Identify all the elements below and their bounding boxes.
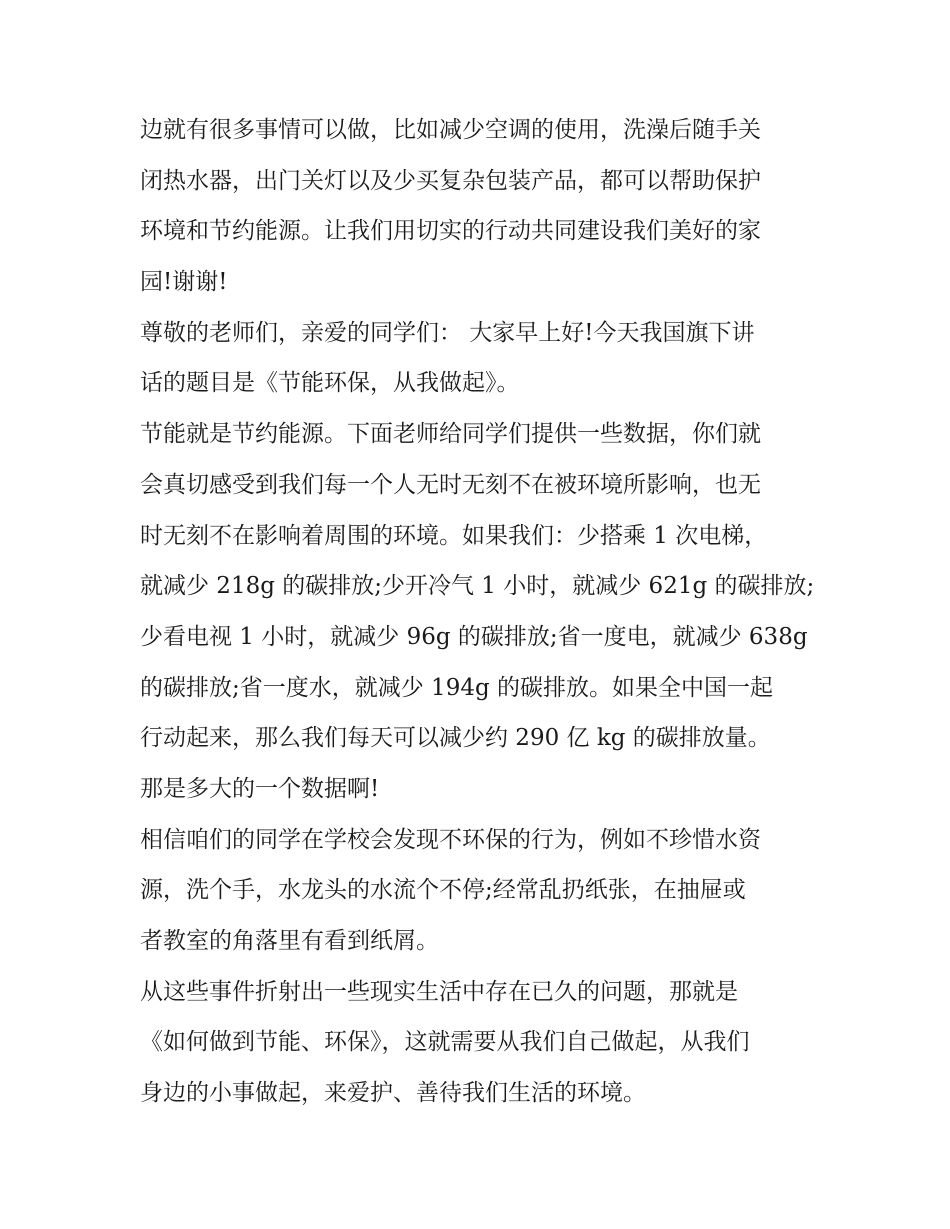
text-line: 那是多大的一个数据啊! xyxy=(140,775,380,802)
text-line: 少看电视 1 小时，就减少 96g 的碳排放;省一度电，就减少 638g xyxy=(140,623,808,650)
text-line: 园!谢谢! xyxy=(140,269,228,296)
text-line: 源，洗个手，水龙头的水流个不停;经常乱扔纸张，在抽屉或 xyxy=(140,877,746,904)
text-line: 时无刻不在影响着周围的环境。如果我们：少搭乘 1 次电梯， xyxy=(140,522,768,549)
text-line: 就减少 218g 的碳排放;少开冷气 1 小时，就减少 621g 的碳排放; xyxy=(140,573,815,600)
text-line: 《如何做到节能、环保》，这就需要从我们自己做起，从我们 xyxy=(140,1029,750,1056)
text-line: 边就有很多事情可以做，比如减少空调的使用，洗澡后随手关 xyxy=(140,117,761,143)
text-line: 从这些事件折射出一些现实生活中存在已久的问题，那就是 xyxy=(140,978,738,1005)
document-body xyxy=(140,105,820,1119)
text-line: 闭热水器，出门关灯以及少买复杂包装产品，都可以帮助保护 xyxy=(140,167,761,194)
text-line: 者教室的角落里有看到纸屑。 xyxy=(140,928,439,954)
text-line: 行动起来，那么我们每天可以减少约 290 亿 kg 的碳排放量。 xyxy=(140,725,771,752)
text-line: 身边的小事做起，来爱护、善待我们生活的环境。 xyxy=(140,1080,646,1107)
text-line: 话的题目是《节能环保，从我做起》。 xyxy=(140,370,520,397)
text-line: 的碳排放;省一度水，就减少 194g 的碳排放。如果全中国一起 xyxy=(140,674,773,701)
text-line: 相信咱们的同学在学校会发现不环保的行为，例如不珍惜水资 xyxy=(140,826,761,853)
text-line: 会真切感受到我们每一个人无时无刻不在被环境所影响，也无 xyxy=(140,471,761,498)
text-line: 尊敬的老师们，亲爱的同学们： 大家早上好!今天我国旗下讲 xyxy=(140,319,755,346)
text-line: 节能就是节约能源。下面老师给同学们提供一些数据，你们就 xyxy=(140,421,761,448)
text-line: 环境和节约能源。让我们用切实的行动共同建设我们美好的家 xyxy=(140,218,761,245)
